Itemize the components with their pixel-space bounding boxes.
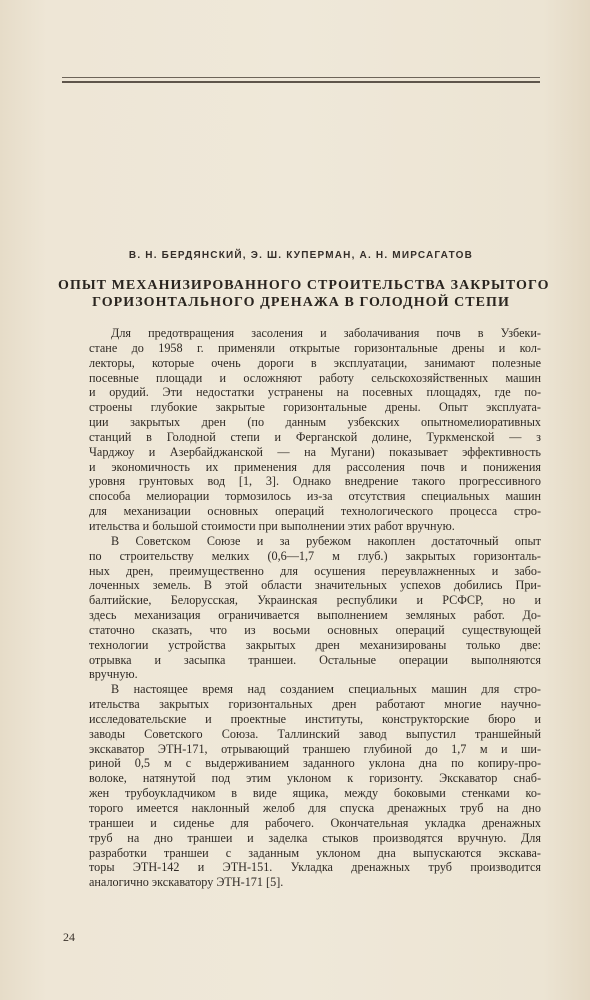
body-line: посевные площади и осложняют работу сельскохозяйственных машин — [89, 370, 541, 385]
article-title-line: ОПЫТ МЕХАНИЗИРОВАННОГО СТРОИТЕЛЬСТВА ЗАКРЫТОГО — [58, 278, 550, 293]
body-paragraph — [89, 682, 541, 890]
body-paragraph — [89, 534, 541, 682]
body-line: ции закрытых дрен (по данным узбекских опытномелиоративных — [89, 415, 541, 430]
body-line: торого имеется наклонный желоб для спуска дренажных труб на дно — [89, 801, 541, 815]
body-line: вручную. — [89, 667, 138, 682]
body-line: разработки траншеи с заданным уклоном дна выпускаются экскава- — [89, 845, 541, 860]
body-line: уровня грунтовых вод [1, 3]. Однако внедрение такого прогрессивного — [89, 474, 541, 489]
body-line: волоке, натянутой под этим уклоном к горизонту. Экскаватор снаб- — [89, 771, 541, 786]
body-line: статочно сказать, что из восьми основных операций существующей — [89, 622, 541, 637]
body-line: здесь механизация ограничивается выполнением земляных работ. До- — [89, 608, 541, 623]
page-number: 24 — [63, 930, 75, 944]
body-line: ительства закрытых горизонтальных дрен работают многие научно- — [89, 697, 541, 712]
article-authors: В. Н. БЕРДЯНСКИЙ, Э. Ш. КУПЕРМАН, А. Н. МИРСАГАТОВ — [128, 250, 474, 261]
body-line: заводы Советского Союза. Таллинский завод выпустил траншейный — [89, 726, 541, 741]
body-line: и орудий. Эти недостатки устранены на посевных площадях, где по- — [89, 385, 541, 400]
article-title — [58, 278, 550, 311]
body-line: аналогично экскаватору ЭТН-171 [5]. — [89, 875, 284, 890]
body-line: Для предотвращения засоления и заболачивания почв в Узбеки- — [111, 326, 541, 340]
body-line: балтийские, Белорусская, Украинская республики и РСФСР, но и — [89, 593, 541, 608]
body-line: риной 0,5 м с выдерживанием заданного уклона дна по копиру-про- — [89, 756, 541, 771]
body-line: и экономичность их применения для рассоления почв и понижения — [89, 459, 541, 474]
body-line: В Советском Союзе и за рубежом накоплен достаточный опыт — [111, 533, 541, 548]
article-title-line: ГОРИЗОНТАЛЬНОГО ДРЕНАЖА В ГОЛОДНОЙ СТЕПИ — [92, 294, 510, 310]
body-line: экскаватор ЭТН-171, отрывающий траншею глубиной до 1,7 м и ши- — [89, 741, 541, 756]
body-line: для механизации основных операций технологического процесса стро- — [89, 504, 541, 519]
article-body — [89, 326, 541, 890]
body-paragraph — [89, 326, 541, 534]
body-line: Чарджоу и Азербайджанской — на Мугани) показывает эффективность — [89, 444, 541, 459]
body-line: траншеи и сиденье для рабочего. Окончательная укладка дренажных — [89, 815, 541, 830]
body-line: отрывка и засыпка траншеи. Остальные операции выполняются — [89, 652, 541, 667]
body-line: В настоящее время над созданием специальных машин для стро- — [111, 682, 541, 697]
body-line: жен трубоукладчиком в виде ящика, между боковыми стенками ко- — [89, 786, 541, 801]
body-line: ных дрен, преимущественно для осушения переувлажненных и забо- — [89, 563, 541, 578]
body-line: ительства и большой стоимости при выполнении этих работ вручную. — [89, 518, 455, 533]
body-line: строены глубокие закрытые горизонтальные дрены. Опыт эксплуата- — [89, 400, 541, 415]
body-line: торы ЭТН-142 и ЭТН-151. Укладка дренажных труб производится — [89, 860, 541, 875]
body-line: труб на дно траншеи и заделка стыков производятся вручную. Для — [89, 830, 541, 845]
body-line: способа мелиорации тормозилось из-за отсутствия специальных машин — [89, 489, 541, 504]
body-line: лоченных земель. В этой области значительных успехов добились При- — [89, 578, 541, 593]
header-rule-thick — [62, 81, 540, 83]
body-line: по строительству мелких (0,6—1,7 м глуб.) закрытых горизонталь- — [89, 548, 541, 563]
body-line: лекторы, которые очень дороги в эксплуатации, занимают полезные — [89, 355, 541, 370]
body-line: станций в Голодной степи и Ферганской долине, Туркменской — з — [89, 429, 541, 444]
body-line: технологии устройства закрытых дрен механизированы только две: — [89, 637, 541, 652]
body-line: стане до 1958 г. применяли открытые горизонтальные дрены и кол- — [89, 340, 541, 355]
body-line: исследовательские и проектные институты, конструкторские бюро и — [89, 711, 541, 726]
header-rule-thin — [62, 77, 540, 78]
